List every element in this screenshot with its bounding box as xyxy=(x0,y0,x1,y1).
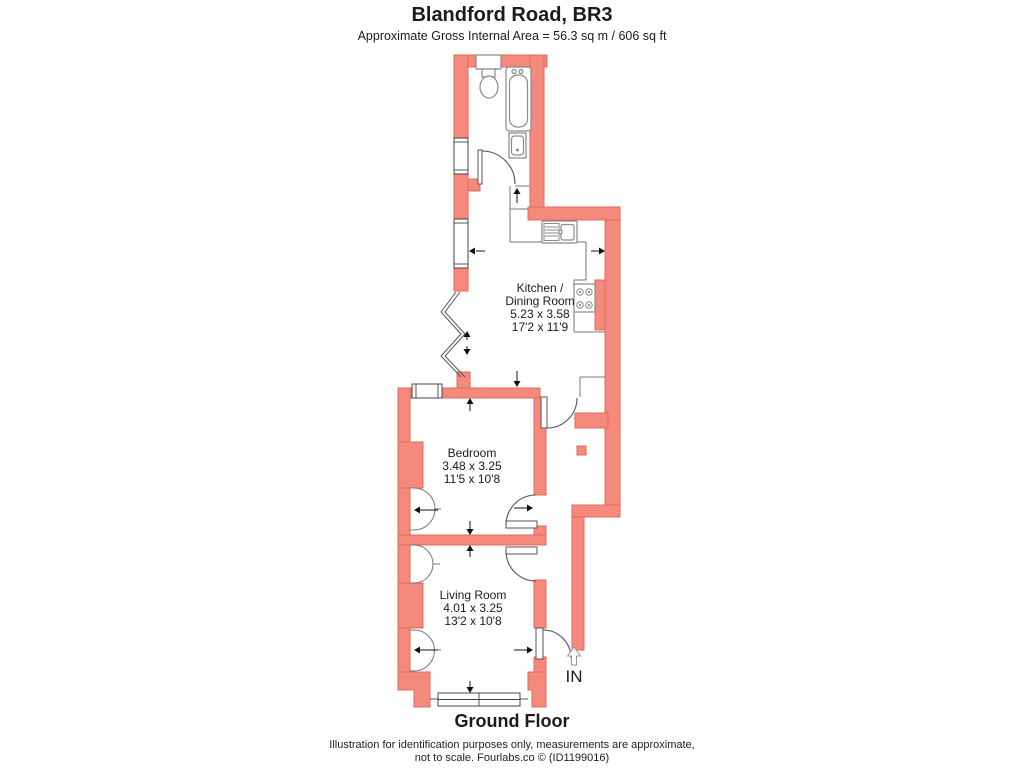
cupboards-layer xyxy=(410,488,441,671)
living-room-door xyxy=(506,547,537,581)
entrance-marker xyxy=(566,647,583,686)
wall-bathroom-right xyxy=(530,55,544,212)
wall-bedroom-chimney xyxy=(398,442,423,488)
bedroom-cupboard xyxy=(410,488,441,530)
wall-left-lower xyxy=(398,388,410,673)
front-entrance-door xyxy=(536,628,571,659)
wall-right-main xyxy=(605,220,620,510)
bedroom-door xyxy=(506,495,537,528)
kitchen-dims-imperial: 17'2 x 11'9 xyxy=(511,320,569,334)
living-cupboard-upper xyxy=(410,545,440,583)
wall-kitchen-top xyxy=(528,207,620,220)
wall-living-chimney xyxy=(398,583,423,628)
zigzag-break-symbol xyxy=(441,292,465,377)
window-bedroom xyxy=(412,384,442,398)
basin-symbol xyxy=(509,133,526,158)
disclaimer xyxy=(0,739,1024,765)
bedroom-label: Bedroom xyxy=(447,446,497,460)
kitchen-hall-door xyxy=(541,397,577,428)
bedroom-dims-metric: 3.48 x 3.25 xyxy=(442,459,502,473)
living-room-dims-metric: 4.01 x 3.25 xyxy=(443,601,503,615)
wall-right-jog xyxy=(572,505,620,517)
disclaimer-line2: not to scale. Fourlabs.co © (ID1199016) xyxy=(414,752,610,764)
wall-hall-pillar xyxy=(577,446,586,455)
kitchen-dims-metric: 5.23 x 3.58 xyxy=(510,307,570,321)
page-title: Blandford Road, BR3 xyxy=(411,4,613,26)
hob-symbol xyxy=(574,284,595,312)
wall-bay-left xyxy=(398,672,430,707)
bedroom-dims-imperial: 11'5 x 10'8 xyxy=(443,472,501,486)
wall-hall-pocket xyxy=(575,413,608,428)
bathtub-symbol xyxy=(506,67,531,131)
kitchen-label-line2: Dining Room xyxy=(505,294,575,308)
window-hall-upper xyxy=(454,138,468,174)
wall-bay-right xyxy=(528,672,546,707)
kitchen-label-line1: Kitchen / xyxy=(516,281,564,295)
living-room-label: Living Room xyxy=(439,588,507,602)
living-room-dims-imperial: 13'2 x 10'8 xyxy=(444,614,502,628)
floor-label: Ground Floor xyxy=(454,711,570,731)
wall-living-right xyxy=(534,580,546,628)
area-subtitle: Approximate Gross Internal Area = 56.3 sq m / 606 sq ft xyxy=(357,29,667,43)
entrance-label: IN xyxy=(565,667,583,686)
disclaimer-line1: Illustration for identification purposes only, measurements are approximate, xyxy=(329,739,695,751)
wall-hob-recess-block xyxy=(595,280,605,330)
toilet-symbol xyxy=(476,55,501,98)
wall-entrance-corridor xyxy=(572,517,584,650)
window-bay-living xyxy=(430,693,528,706)
wall-room-divider xyxy=(398,535,546,545)
kitchen-sink-symbol xyxy=(542,221,577,243)
window-hall-lower xyxy=(454,219,468,268)
